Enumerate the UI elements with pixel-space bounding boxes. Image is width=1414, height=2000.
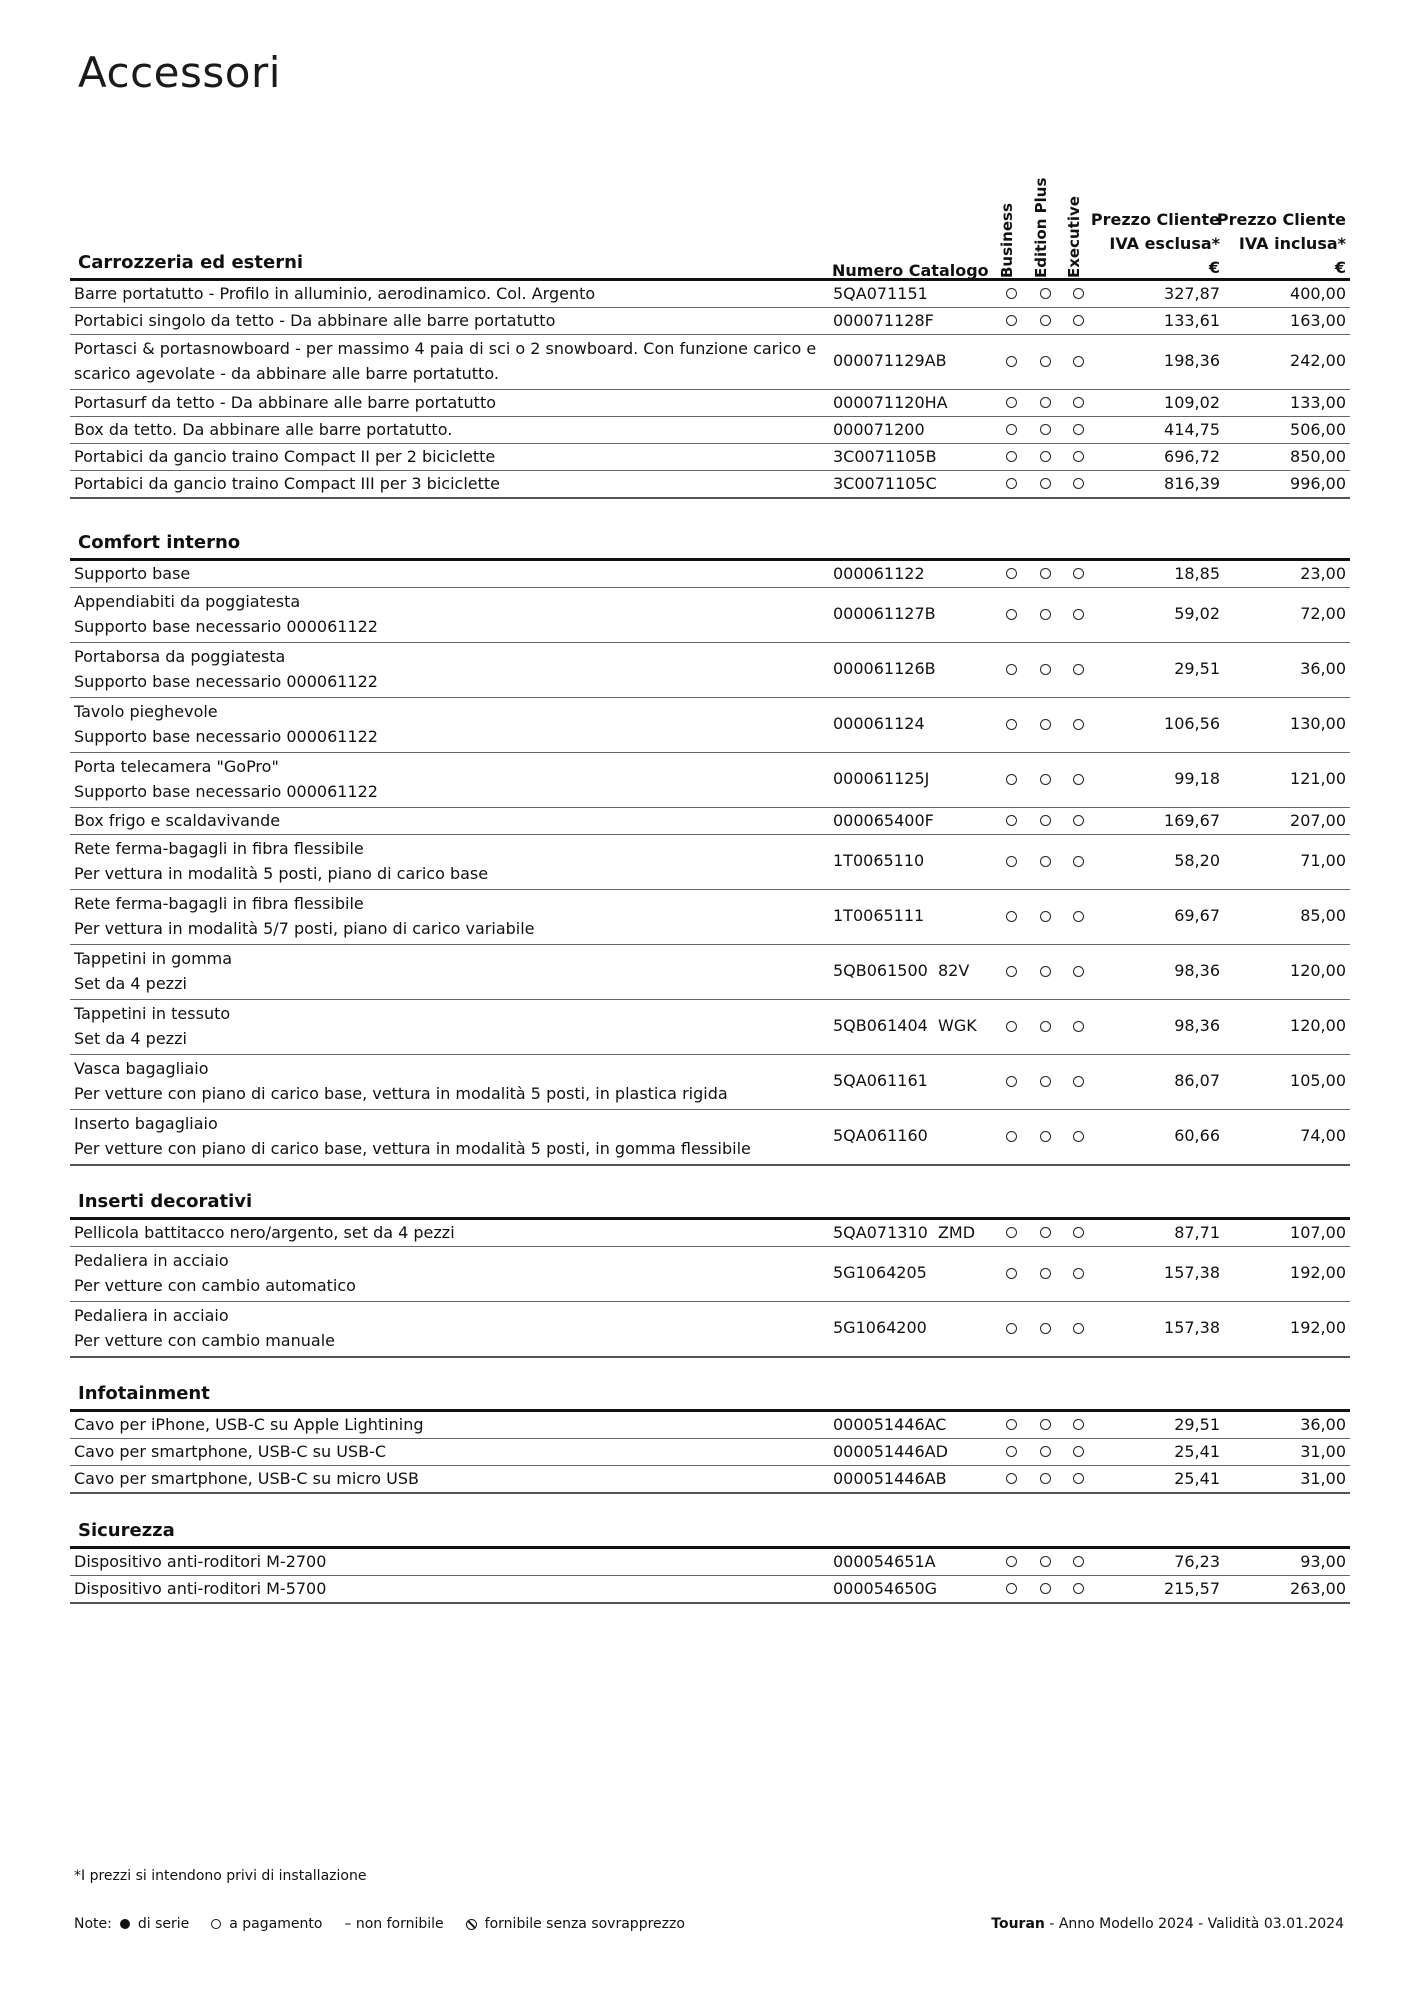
- catalog-number: 3C0071105C: [833, 474, 937, 493]
- item-description-line1: Dispositivo anti-roditori M-2700: [74, 1552, 327, 1571]
- price-ex-vat: 157,38: [1164, 1263, 1220, 1282]
- price-ex-vat: 29,51: [1174, 659, 1220, 678]
- item-description-line1: Cavo per smartphone, USB-C su micro USB: [74, 1469, 420, 1488]
- price-in-vat: 163,00: [1290, 311, 1346, 330]
- optional-circle-icon: [1073, 1473, 1084, 1484]
- item-description: [74, 336, 834, 386]
- optional-circle-icon: [1040, 1419, 1051, 1430]
- item-description-line1: Portabici da gancio traino Compact II per 2 biciclette: [74, 447, 496, 466]
- price-ex-vat: 99,18: [1174, 769, 1220, 788]
- item-description-line1: Pedaliera in acciaio: [74, 1306, 229, 1325]
- item-description: [74, 1111, 834, 1161]
- price-in-vat: 996,00: [1290, 474, 1346, 493]
- price-in-vat: 105,00: [1290, 1071, 1346, 1090]
- optional-circle-icon: [1040, 424, 1051, 435]
- price-ex-vat: 327,87: [1164, 284, 1220, 303]
- item-description-line1: Porta telecamera "GoPro": [74, 757, 279, 776]
- catalog-number: 000061122: [833, 564, 925, 583]
- item-description-line2: Per vettura in modalità 5/7 posti, piano di carico variabile: [74, 919, 535, 938]
- table-row: [70, 643, 1350, 698]
- optional-circle-icon: [1073, 719, 1084, 730]
- price-ex-vat: 414,75: [1164, 420, 1220, 439]
- item-description-line2: Per vetture con piano di carico base, vettura in modalità 5 posti, in plastica rigida: [74, 1084, 728, 1103]
- table-row: [70, 335, 1350, 390]
- optional-circle-icon: [1073, 1323, 1084, 1334]
- item-description-line1: Box frigo e scaldavivande: [74, 811, 281, 830]
- price-ex-vat: 215,57: [1164, 1579, 1220, 1598]
- item-description: [74, 1549, 834, 1574]
- price-in-vat: 107,00: [1290, 1223, 1346, 1242]
- table-row: [70, 890, 1350, 945]
- optional-circle-icon: [1073, 1268, 1084, 1279]
- item-description: [74, 836, 834, 886]
- price-ex-vat: 69,67: [1174, 906, 1220, 925]
- price-ex-vat: 169,67: [1164, 811, 1220, 830]
- price-ex-vat: 106,56: [1164, 714, 1220, 733]
- catalog-number: 000051446AB: [833, 1469, 947, 1488]
- catalog-number: 5QA071151: [833, 284, 928, 303]
- price-ex-vat: 18,85: [1174, 564, 1220, 583]
- price-ex-vat: 133,61: [1164, 311, 1220, 330]
- price-in-vat: 36,00: [1300, 1415, 1346, 1434]
- optional-circle-icon: [1006, 1583, 1017, 1594]
- optional-circle-icon: [1073, 1419, 1084, 1430]
- price-in-vat: 120,00: [1290, 961, 1346, 980]
- item-description: [74, 699, 834, 749]
- optional-circle-icon: [1006, 397, 1017, 408]
- item-description: [74, 1439, 834, 1464]
- optional-circle-icon: [1006, 815, 1017, 826]
- price-ex-vat: 59,02: [1174, 604, 1220, 623]
- optional-circle-icon: [1073, 1583, 1084, 1594]
- catalog-number: 000071120HA: [833, 393, 948, 412]
- table-row: [70, 1412, 1350, 1439]
- price-in-vat: 121,00: [1290, 769, 1346, 788]
- section: [70, 1379, 1350, 1494]
- catalog-number: 1T0065111: [833, 906, 925, 925]
- optional-circle-icon: [1073, 451, 1084, 462]
- optional-circle-icon: [1006, 1076, 1017, 1087]
- optional-circle-icon: [1040, 356, 1051, 367]
- table-row: [70, 471, 1350, 499]
- table-row: [70, 1055, 1350, 1110]
- optional-circle-icon: [1040, 1446, 1051, 1457]
- price-ex-vat: 696,72: [1164, 447, 1220, 466]
- price-in-vat: 36,00: [1300, 659, 1346, 678]
- catalog-number: 000061125J: [833, 769, 930, 788]
- table-row: [70, 417, 1350, 444]
- optional-circle-icon: [1006, 1227, 1017, 1238]
- table-row: [70, 588, 1350, 643]
- optional-circle-icon: [1006, 356, 1017, 367]
- item-description: [74, 1303, 834, 1353]
- item-description-line1: Inserto bagagliaio: [74, 1114, 218, 1133]
- table-row: [70, 1466, 1350, 1494]
- price-in-vat: 74,00: [1300, 1126, 1346, 1145]
- optional-circle-icon: [1073, 397, 1084, 408]
- item-description: [74, 561, 834, 586]
- table-row: [70, 1000, 1350, 1055]
- table-row: [70, 561, 1350, 588]
- price-ex-vat: 98,36: [1174, 961, 1220, 980]
- optional-circle-icon: [1006, 1021, 1017, 1032]
- optional-circle-icon: [1073, 568, 1084, 579]
- table-row: [70, 1549, 1350, 1576]
- item-description-line2: Per vettura in modalità 5 posti, piano di carico base: [74, 864, 489, 883]
- section: [70, 1516, 1350, 1604]
- model-validity: [991, 1916, 1344, 1932]
- table-row: [70, 1247, 1350, 1302]
- table-row: [70, 1576, 1350, 1604]
- optional-circle-icon: [1073, 1227, 1084, 1238]
- optional-circle-icon: [1006, 911, 1017, 922]
- optional-circle-icon: [1006, 1446, 1017, 1457]
- price-ex-vat: 109,02: [1164, 393, 1220, 412]
- price-in-vat: 71,00: [1300, 851, 1346, 870]
- item-description-line1: Rete ferma-bagagli in fibra flessibile: [74, 839, 364, 858]
- model-validity-text: - Anno Modello 2024 - Validità 03.01.2024: [1044, 1916, 1344, 1932]
- edition-plus-column-header: Edition Plus: [1032, 177, 1050, 278]
- catalog-number: 5QA071310 ZMD: [833, 1223, 976, 1242]
- item-description-line1: Portasurf da tetto - Da abbinare alle barre portatutto: [74, 393, 497, 412]
- item-description-line1: Pedaliera in acciaio: [74, 1251, 229, 1270]
- optional-circle-icon: [1006, 664, 1017, 675]
- price-ex-vat: 76,23: [1174, 1552, 1220, 1571]
- section-title: Inserti decorativi: [70, 1187, 1350, 1220]
- table-row: [70, 390, 1350, 417]
- item-description: [74, 417, 834, 442]
- optional-circle-icon: [1040, 664, 1051, 675]
- optional-circle-icon: [1006, 1556, 1017, 1567]
- price-ex-vat-line2: IVA esclusa*: [1109, 234, 1220, 253]
- optional-circle-icon: [1040, 1583, 1051, 1594]
- item-description: [74, 1412, 834, 1437]
- price-in-vat: 850,00: [1290, 447, 1346, 466]
- optional-circle-icon: [1073, 288, 1084, 299]
- item-description: [74, 1001, 834, 1051]
- optional-circle-icon: [1006, 1131, 1017, 1142]
- price-in-vat: 192,00: [1290, 1263, 1346, 1282]
- table-row: [70, 1439, 1350, 1466]
- item-description-line1: Tappetini in tessuto: [74, 1004, 231, 1023]
- catalog-number: 5QB061500 82V: [833, 961, 970, 980]
- table-row: [70, 808, 1350, 835]
- optional-circle-icon: [1040, 288, 1051, 299]
- optional-circle-icon: [1006, 288, 1017, 299]
- price-in-vat: 23,00: [1300, 564, 1346, 583]
- optional-circle-icon: [1073, 315, 1084, 326]
- item-description-line1: Supporto base: [74, 564, 191, 583]
- price-ex-vat: 25,41: [1174, 1442, 1220, 1461]
- optional-circle-icon: [1073, 1446, 1084, 1457]
- business-column-header: Business: [998, 203, 1016, 278]
- optional-circle-icon: [1040, 397, 1051, 408]
- price-ex-vat: 98,36: [1174, 1016, 1220, 1035]
- price-in-vat: 130,00: [1290, 714, 1346, 733]
- item-description: [74, 891, 834, 941]
- item-description: [74, 1056, 834, 1106]
- item-description-line1: Portabici singolo da tetto - Da abbinare alle barre portatutto: [74, 311, 556, 330]
- price-in-vat: 85,00: [1300, 906, 1346, 925]
- optional-circle-icon: [1006, 451, 1017, 462]
- optional-circle-icon: [1073, 1076, 1084, 1087]
- optional-circle-icon: [1073, 774, 1084, 785]
- section-title: Infotainment: [70, 1379, 1350, 1412]
- optional-circle-icon: [1073, 356, 1084, 367]
- item-description-line1: Tappetini in gomma: [74, 949, 233, 968]
- section-title: Carrozzeria ed esterni: [70, 248, 1350, 281]
- section: [70, 1187, 1350, 1358]
- catalog-number: 000051446AC: [833, 1415, 947, 1434]
- item-description: [74, 390, 834, 415]
- optional-circle-icon: [1040, 1268, 1051, 1279]
- optional-circle-icon: [1040, 315, 1051, 326]
- optional-circle-icon: [1040, 1227, 1051, 1238]
- price-ex-vat: 86,07: [1174, 1071, 1220, 1090]
- table-row: [70, 281, 1350, 308]
- catalog-number: 5QA061161: [833, 1071, 928, 1090]
- price-in-vat: 72,00: [1300, 604, 1346, 623]
- item-description: [74, 1248, 834, 1298]
- item-description-line1: Vasca bagagliaio: [74, 1059, 209, 1078]
- item-description-line2: Per vetture con cambio automatico: [74, 1276, 356, 1295]
- item-description-line1: Cavo per smartphone, USB-C su USB-C: [74, 1442, 387, 1461]
- note-not-available: – non fornibile: [344, 1916, 444, 1932]
- catalog-number: 5G1064200: [833, 1318, 927, 1337]
- optional-circle-icon: [1006, 719, 1017, 730]
- price-ex-vat: 816,39: [1164, 474, 1220, 493]
- catalog-number: 000071200: [833, 420, 925, 439]
- item-description-line1: Rete ferma-bagagli in fibra flessibile: [74, 894, 364, 913]
- optional-circle-icon: [1073, 966, 1084, 977]
- price-ex-vat-currency: €: [1208, 258, 1220, 277]
- optional-circle-icon: [1040, 1076, 1051, 1087]
- optional-circle-icon: [1073, 1021, 1084, 1032]
- price-in-vat-currency: €: [1334, 258, 1346, 277]
- price-ex-vat: 58,20: [1174, 851, 1220, 870]
- optional-circle-icon: [1040, 451, 1051, 462]
- optional-circle-icon: [1006, 478, 1017, 489]
- item-description-line1: Barre portatutto - Profilo in alluminio, aerodinamico. Col. Argento: [74, 284, 596, 303]
- item-description: [74, 946, 834, 996]
- table-row: [70, 1110, 1350, 1166]
- item-description-line2: Supporto base necessario 000061122: [74, 782, 378, 801]
- item-description: [74, 644, 834, 694]
- optional-circle-icon: [1006, 774, 1017, 785]
- optional-circle-icon: [1073, 856, 1084, 867]
- optional-circle-icon: [1073, 664, 1084, 675]
- price-in-vat-line1: Prezzo Cliente: [1216, 210, 1346, 229]
- catalog-number: 000065400F: [833, 811, 934, 830]
- price-in-vat-line2: IVA inclusa*: [1238, 234, 1346, 253]
- item-description-line2: Per vetture con cambio manuale: [74, 1331, 335, 1350]
- catalog-column-header: Numero Catalogo: [832, 261, 989, 280]
- price-in-vat: 120,00: [1290, 1016, 1346, 1035]
- item-description: [74, 754, 834, 804]
- optional-circle-icon: [1040, 966, 1051, 977]
- price-in-vat: 192,00: [1290, 1318, 1346, 1337]
- optional-circle-icon: [1040, 609, 1051, 620]
- price-ex-vat-line1: Prezzo Cliente: [1090, 210, 1220, 229]
- slashed-circle-icon: [466, 1919, 477, 1930]
- item-description-line1: Appendiabiti da poggiatesta: [74, 592, 301, 611]
- optional-circle-icon: [1073, 815, 1084, 826]
- note-paid: a pagamento: [229, 1916, 323, 1932]
- catalog-number: 000071129AB: [833, 351, 947, 370]
- table-row: [70, 753, 1350, 808]
- table-row: [70, 698, 1350, 753]
- catalog-number: 000061126B: [833, 659, 936, 678]
- catalog-number: 000054651A: [833, 1552, 936, 1571]
- legend-notes: [74, 1916, 685, 1932]
- optional-circle-icon: [1006, 568, 1017, 579]
- catalog-number: 000061127B: [833, 604, 936, 623]
- optional-circle-icon: [1040, 911, 1051, 922]
- item-description-line2: Supporto base necessario 000061122: [74, 672, 378, 691]
- price-in-vat: 207,00: [1290, 811, 1346, 830]
- optional-circle-icon: [1006, 609, 1017, 620]
- item-description-line2: Supporto base necessario 000061122: [74, 727, 378, 746]
- catalog-number: 000054650G: [833, 1579, 938, 1598]
- table-row: [70, 1302, 1350, 1358]
- optional-circle-icon: [1040, 774, 1051, 785]
- table-row: [70, 444, 1350, 471]
- price-in-vat: 133,00: [1290, 393, 1346, 412]
- optional-circle-icon: [1073, 609, 1084, 620]
- item-description-line1: Dispositivo anti-roditori M-5700: [74, 1579, 327, 1598]
- optional-circle-icon: [1040, 1131, 1051, 1142]
- item-description-line1: Cavo per iPhone, USB-C su Apple Lightining: [74, 1415, 424, 1434]
- item-description-line1: Portabici da gancio traino Compact III per 3 biciclette: [74, 474, 500, 493]
- price-in-vat: 242,00: [1290, 351, 1346, 370]
- item-description-line1: Pellicola battitacco nero/argento, set da 4 pezzi: [74, 1223, 455, 1242]
- optional-circle-icon: [1073, 1131, 1084, 1142]
- item-description-line2: Supporto base necessario 000061122: [74, 617, 378, 636]
- price-ex-vat: 29,51: [1174, 1415, 1220, 1434]
- item-description: [74, 444, 834, 469]
- optional-circle-icon: [1040, 719, 1051, 730]
- section: [70, 248, 1350, 499]
- optional-circle-icon: [1040, 1473, 1051, 1484]
- model-name: Touran: [991, 1916, 1045, 1932]
- catalog-number: 1T0065110: [833, 851, 925, 870]
- table-row: [70, 308, 1350, 335]
- optional-circle-icon: [1040, 856, 1051, 867]
- section: [70, 528, 1350, 1166]
- item-description: [74, 1220, 834, 1245]
- footnote: *I prezzi si intendono privi di installazione: [74, 1868, 367, 1884]
- price-ex-vat: 60,66: [1174, 1126, 1220, 1145]
- filled-circle-icon: [120, 1919, 130, 1929]
- empty-circle-icon: [211, 1919, 221, 1929]
- price-ex-vat: 157,38: [1164, 1318, 1220, 1337]
- price-ex-vat: 87,71: [1174, 1223, 1220, 1242]
- price-in-vat: 31,00: [1300, 1469, 1346, 1488]
- page-title: Accessori: [78, 48, 281, 97]
- section-title: Sicurezza: [70, 1516, 1350, 1549]
- optional-circle-icon: [1006, 1323, 1017, 1334]
- catalog-number: 3C0071105B: [833, 447, 937, 466]
- optional-circle-icon: [1073, 1556, 1084, 1567]
- optional-circle-icon: [1073, 911, 1084, 922]
- optional-circle-icon: [1040, 815, 1051, 826]
- item-description-line2: Per vetture con piano di carico base, vettura in modalità 5 posti, in gomma flessibile: [74, 1139, 751, 1158]
- note-free: fornibile senza sovrapprezzo: [484, 1916, 685, 1932]
- item-description-line2: Set da 4 pezzi: [74, 974, 187, 993]
- item-description: [74, 281, 834, 306]
- optional-circle-icon: [1006, 424, 1017, 435]
- item-description: [74, 808, 834, 833]
- item-description-line2: scarico agevolate - da abbinare alle barre portatutto.: [74, 364, 499, 383]
- item-description: [74, 308, 834, 333]
- optional-circle-icon: [1040, 568, 1051, 579]
- catalog-number: 000071128F: [833, 311, 934, 330]
- optional-circle-icon: [1006, 1473, 1017, 1484]
- executive-column-header: Executive: [1065, 196, 1083, 278]
- optional-circle-icon: [1040, 1323, 1051, 1334]
- item-description: [74, 1576, 834, 1601]
- optional-circle-icon: [1006, 966, 1017, 977]
- item-description-line1: Tavolo pieghevole: [74, 702, 218, 721]
- catalog-number: 5G1064205: [833, 1263, 927, 1282]
- optional-circle-icon: [1006, 1268, 1017, 1279]
- optional-circle-icon: [1040, 1021, 1051, 1032]
- optional-circle-icon: [1040, 478, 1051, 489]
- optional-circle-icon: [1006, 856, 1017, 867]
- price-in-vat: 506,00: [1290, 420, 1346, 439]
- item-description: [74, 1466, 834, 1491]
- catalog-number: 000051446AD: [833, 1442, 948, 1461]
- optional-circle-icon: [1006, 1419, 1017, 1430]
- item-description-line1: Portasci & portasnowboard - per massimo 4 paia di sci o 2 snowboard. Con funzione carico e: [74, 339, 817, 358]
- catalog-number: 5QA061160: [833, 1126, 928, 1145]
- price-in-vat: 31,00: [1300, 1442, 1346, 1461]
- item-description-line1: Portaborsa da poggiatesta: [74, 647, 286, 666]
- price-ex-vat: 25,41: [1174, 1469, 1220, 1488]
- item-description: [74, 471, 834, 496]
- item-description: [74, 589, 834, 639]
- table-row: [70, 1220, 1350, 1247]
- price-in-vat: 400,00: [1290, 284, 1346, 303]
- catalog-number: 5QB061404 WGK: [833, 1016, 977, 1035]
- table-row: [70, 945, 1350, 1000]
- optional-circle-icon: [1040, 1556, 1051, 1567]
- price-ex-vat: 198,36: [1164, 351, 1220, 370]
- note-standard: di serie: [137, 1916, 190, 1932]
- section-title: Comfort interno: [70, 528, 1350, 561]
- table-row: [70, 835, 1350, 890]
- price-in-vat: 263,00: [1290, 1579, 1346, 1598]
- optional-circle-icon: [1006, 315, 1017, 326]
- catalog-number: 000061124: [833, 714, 925, 733]
- price-in-vat: 93,00: [1300, 1552, 1346, 1571]
- item-description-line2: Set da 4 pezzi: [74, 1029, 187, 1048]
- notes-label: Note:: [74, 1916, 112, 1932]
- item-description-line1: Box da tetto. Da abbinare alle barre portatutto.: [74, 420, 453, 439]
- optional-circle-icon: [1073, 478, 1084, 489]
- optional-circle-icon: [1073, 424, 1084, 435]
